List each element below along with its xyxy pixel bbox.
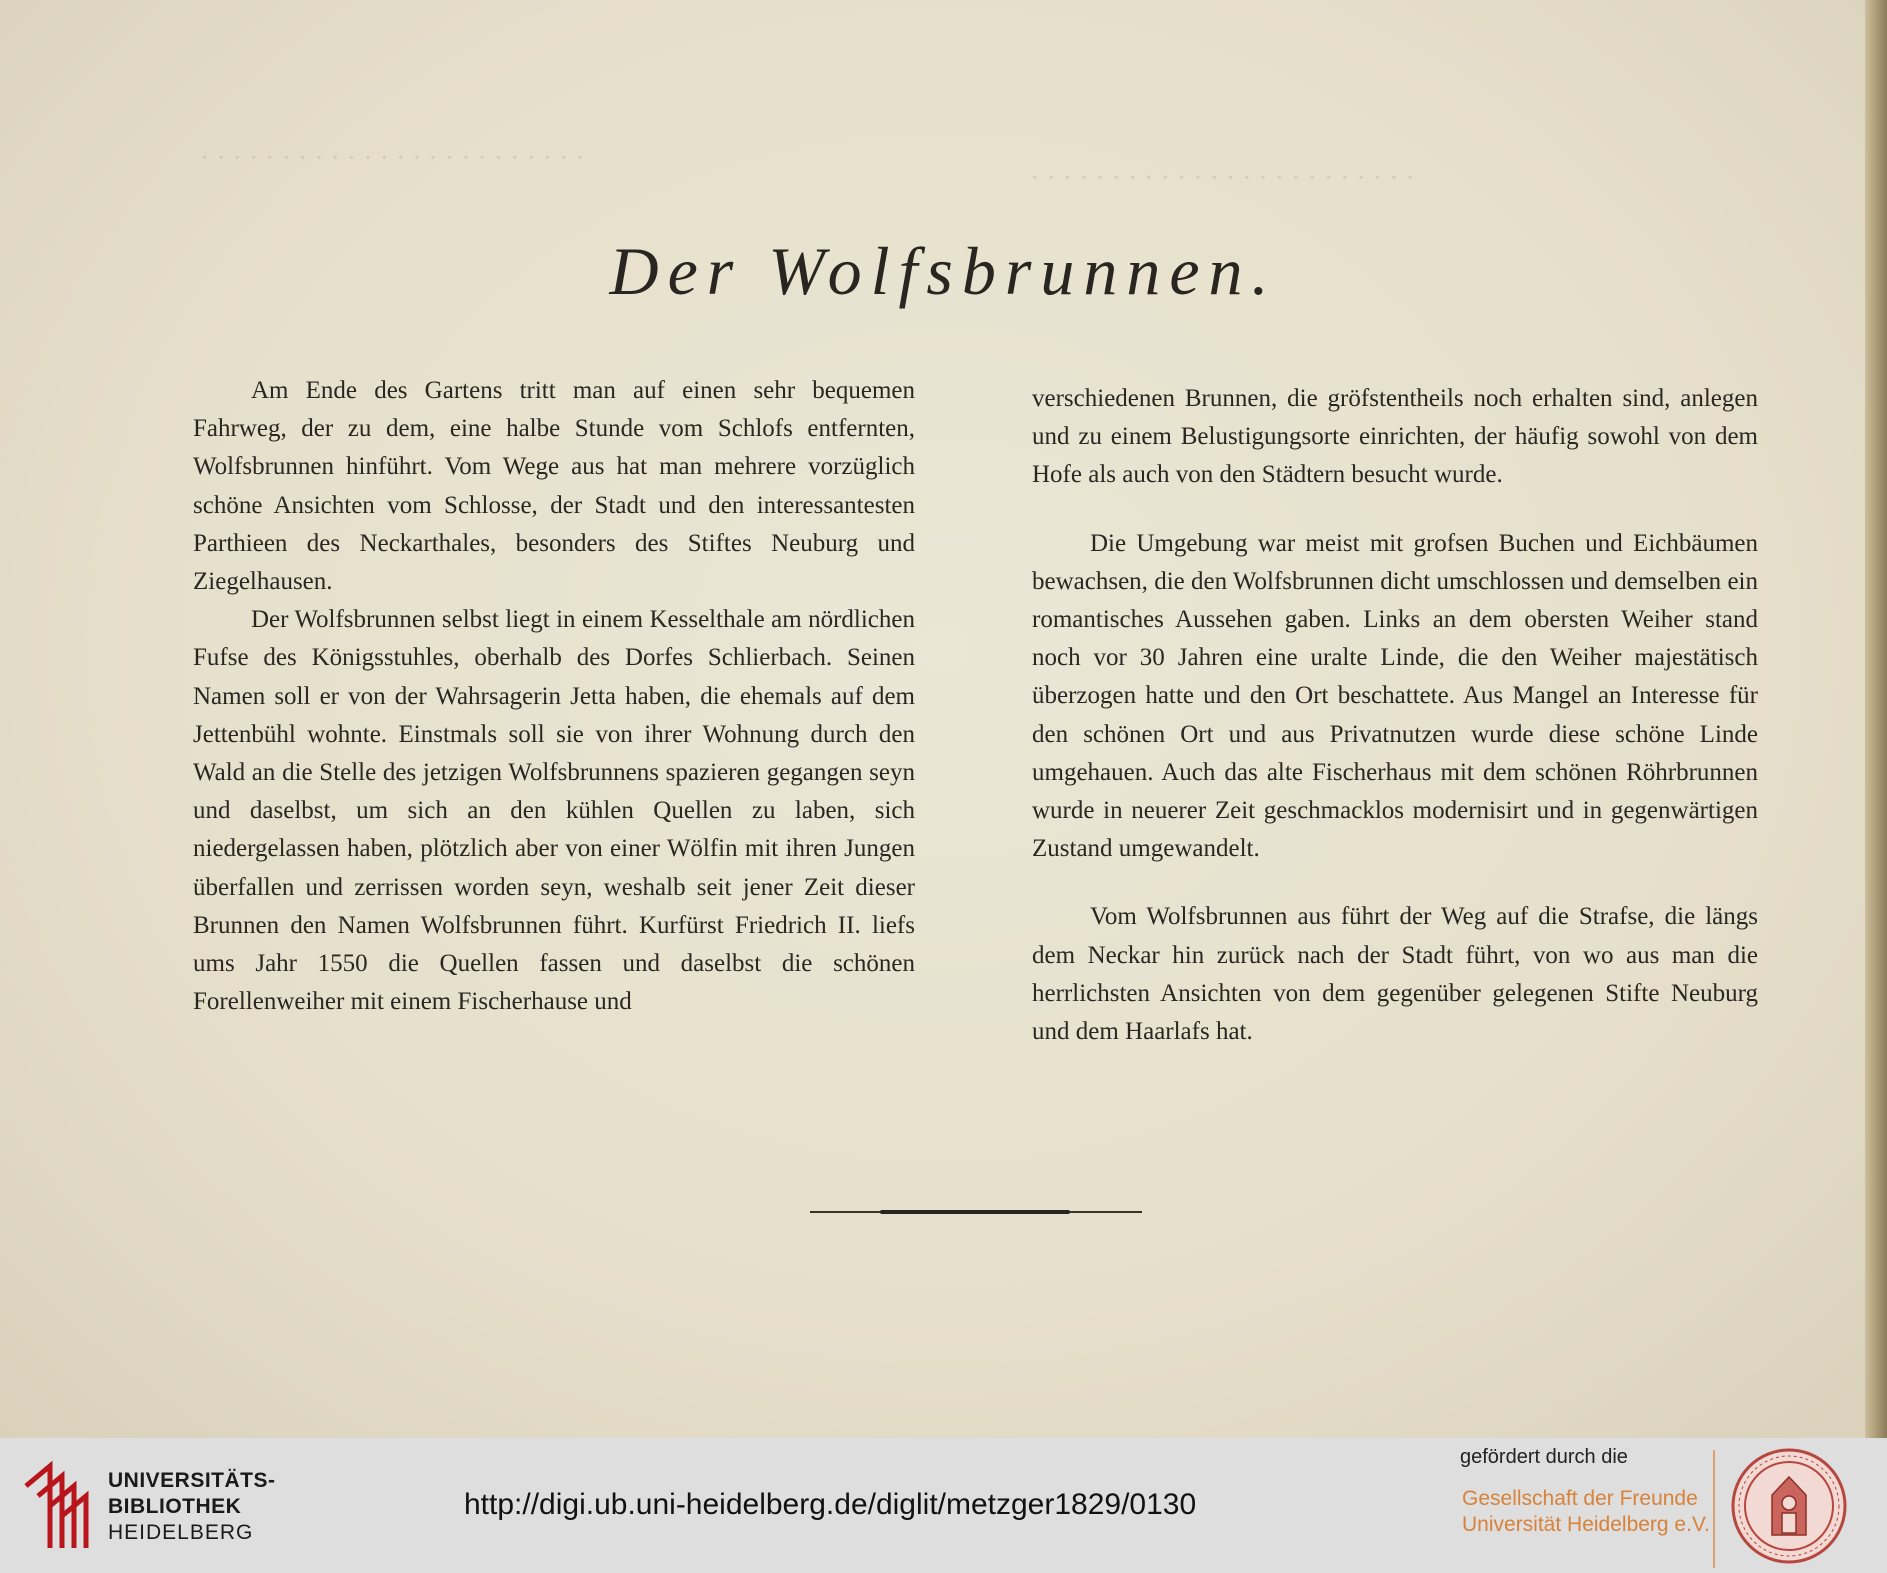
bleed-through-text: · · · · · · · · · · · · · · · · · · · · · · · · <box>200 143 585 174</box>
text-column-left <box>193 372 915 1021</box>
library-name-line3: HEIDELBERG <box>108 1521 254 1544</box>
funded-by-label: gefördert durch die <box>1460 1446 1628 1468</box>
paragraph: Vom Wolfsbrunnen aus führt der Weg auf die Strafse, die längs dem Neckar hin zurück nach der Stadt führt, von wo aus man die herrlichsten Ansichten von dem gegenüber gelegenen Stifte Neuburg und dem Haarlafs hat. <box>1032 903 1758 1046</box>
permalink-url[interactable]: http://digi.ub.uni-heidelberg.de/diglit/metzger1829/0130 <box>464 1488 1197 1521</box>
society-name[interactable] <box>1462 1486 1710 1538</box>
paragraph: verschiedenen Brunnen, die gröfstentheils noch erhalten sind, anlegen und zu einem Belustigungsorte einrichten, der häufig sowohl von dem Hofe als auch von den Städtern besucht wurde. <box>1032 385 1758 489</box>
library-name-line1: UNIVERSITÄTS- <box>108 1469 276 1492</box>
paragraph: Die Umgebung war meist mit grofsen Buchen und Eichbäumen bewachsen, die den Wolfsbrunnen dicht umschlossen und demselben ein romantisches Aussehen gaben. Links an dem obersten Weiher stand noch vor 30 Jahren eine uralte Linde, die den Weiher majestätisch überzogen hatte und den Ort beschattete. Aus Mangel an Interesse für den schönen Ort und aus Privatnutzen wurde diese schöne Linde umgehauen. Auch das alte Fischerhaus mit dem schönen Röhrbrunnen wurde in neuerer Zeit geschmacklos modernisirt und in gegenwärtigen Zustand umgewandelt. <box>1032 529 1758 863</box>
library-name-line2: BIBLIOTHEK <box>108 1495 242 1518</box>
paragraph: Der Wolfsbrunnen selbst liegt in einem Kesselthale am nördlichen Fufse des Königsstuhles, oberhalb des Dorfes Schlierbach. Seinen Namen soll er von der Wahrsagerin Jetta haben, die ehemals auf dem Jettenbühl wohnte. Einstmals soll sie von ihrer Wohnung durch den Wald an die Stelle des jetzigen Wolfsbrunnens spazieren gegangen seyn und daselbst, um sich an den kühlen Quellen zu laben, sich niedergelassen haben, plötzlich aber von einer Wölfin mit ihren Jungen überfallen und zerrissen worden seyn, weshalb seit jener Zeit dieser Brunnen den Namen Wolfsbrunnen führt. Kurfürst Friedrich II. liefs ums Jahr 1550 die Quellen fassen und daselbst die schönen Forellenweiher mit einem Fischerhause und <box>193 606 915 1016</box>
page-title: Der Wolfsbrunnen. <box>609 233 1278 309</box>
paragraph: Am Ende des Gartens tritt man auf einen sehr bequemen Fahrweg, der zu dem, eine halbe Stunde vom Schlofs entfernten, Wolfsbrunnen hinführt. Vom Wege aus hat man mehrere vorzüglich schöne Ansichten vom Schlosse, der Stadt und den interessantesten Parthieen des Neckarthales, besonders des Stiftes Neuburg und Ziegelhausen. <box>193 377 915 596</box>
text-column-right <box>1032 380 1758 1051</box>
society-name-line2: Universität Heidelberg e.V. <box>1462 1513 1710 1536</box>
page-edge <box>1865 0 1887 1438</box>
bleed-through-text: · · · · · · · · · · · · · · · · · · · · · · · · <box>1030 163 1415 194</box>
library-name <box>108 1468 276 1546</box>
ub-heidelberg-logo-icon[interactable] <box>20 1456 102 1554</box>
university-seal-icon <box>1730 1447 1848 1565</box>
footer-divider <box>1713 1450 1715 1568</box>
society-name-line1: Gesellschaft der Freunde <box>1462 1487 1698 1510</box>
ornamental-rule-center <box>880 1210 1070 1214</box>
